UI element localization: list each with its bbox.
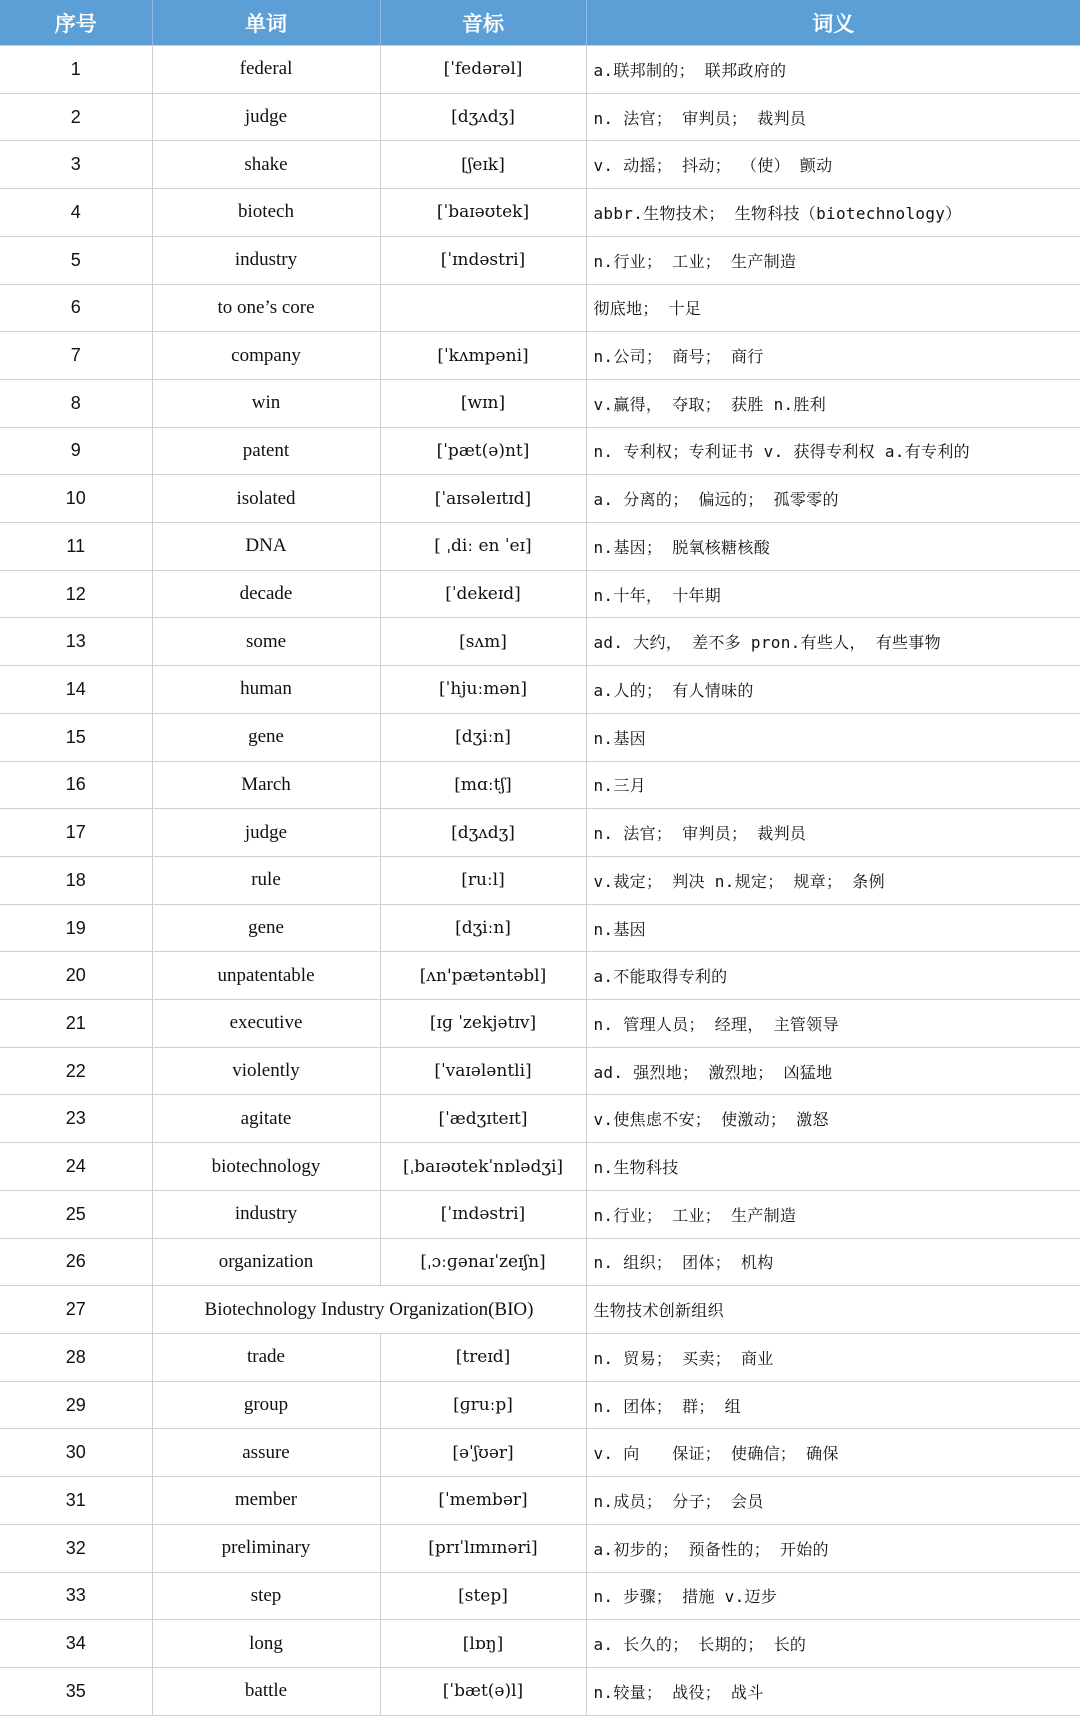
cell-phonetic: [ˈhjuːmən]	[380, 666, 586, 714]
cell-number: 28	[0, 1333, 152, 1381]
cell-number: 29	[0, 1381, 152, 1429]
cell-phonetic: [dʒiːn]	[380, 713, 586, 761]
cell-word: gene	[152, 904, 380, 952]
table-row	[0, 1429, 1080, 1477]
cell-definition: n.基因	[586, 904, 1080, 952]
table-body	[0, 46, 1080, 1716]
cell-phonetic: [ ˌdiː en ˈeɪ]	[380, 523, 586, 571]
cell-phonetic: [ˈdekeɪd]	[380, 570, 586, 618]
cell-word: some	[152, 618, 380, 666]
cell-definition: n. 管理人员； 经理， 主管领导	[586, 1000, 1080, 1048]
cell-definition: ad. 大约， 差不多 pron.有些人， 有些事物	[586, 618, 1080, 666]
cell-phonetic: [ɡruːp]	[380, 1381, 586, 1429]
table-row	[0, 1190, 1080, 1238]
cell-definition: a.不能取得专利的	[586, 952, 1080, 1000]
cell-definition: n.行业； 工业； 生产制造	[586, 236, 1080, 284]
cell-number: 31	[0, 1477, 152, 1525]
cell-phonetic: [ˈpæt(ə)nt]	[380, 427, 586, 475]
cell-word: agitate	[152, 1095, 380, 1143]
table-row	[0, 570, 1080, 618]
cell-number: 17	[0, 809, 152, 857]
cell-phonetic: [ˈkʌmpəni]	[380, 332, 586, 380]
table-row	[0, 1047, 1080, 1095]
cell-definition: n.公司； 商号； 商行	[586, 332, 1080, 380]
cell-definition: abbr.生物技术； 生物科技（biotechnology）	[586, 189, 1080, 237]
cell-phonetic: [lɒŋ]	[380, 1620, 586, 1668]
cell-word: biotechnology	[152, 1143, 380, 1191]
cell-phonetic: [ʃeɪk]	[380, 141, 586, 189]
cell-definition: a.初步的； 预备性的； 开始的	[586, 1524, 1080, 1572]
table-row	[0, 141, 1080, 189]
cell-word: organization	[152, 1238, 380, 1286]
cell-number: 18	[0, 856, 152, 904]
cell-definition: ad. 强烈地； 激烈地； 凶猛地	[586, 1047, 1080, 1095]
cell-number: 3	[0, 141, 152, 189]
cell-number: 35	[0, 1667, 152, 1715]
cell-word: DNA	[152, 523, 380, 571]
cell-number: 5	[0, 236, 152, 284]
table-row	[0, 1620, 1080, 1668]
cell-phonetic: [ˌbaɪəʊtekˈnɒlədʒi]	[380, 1143, 586, 1191]
cell-phonetic: [ˈbaɪəʊtek]	[380, 189, 586, 237]
cell-definition: n.较量； 战役； 战斗	[586, 1667, 1080, 1715]
table-row	[0, 93, 1080, 141]
cell-number: 32	[0, 1524, 152, 1572]
table-row	[0, 1286, 1080, 1334]
cell-phonetic: [sʌm]	[380, 618, 586, 666]
cell-word: trade	[152, 1333, 380, 1381]
cell-word: preliminary	[152, 1524, 380, 1572]
table-row	[0, 189, 1080, 237]
cell-phonetic: [wɪn]	[380, 379, 586, 427]
header-row	[0, 0, 1080, 46]
cell-number: 12	[0, 570, 152, 618]
cell-definition: v.裁定； 判决 n.规定； 规章； 条例	[586, 856, 1080, 904]
cell-number: 14	[0, 666, 152, 714]
cell-definition: n. 法官； 审判员； 裁判员	[586, 93, 1080, 141]
cell-word: win	[152, 379, 380, 427]
cell-phonetic: [dʒʌdʒ]	[380, 93, 586, 141]
cell-word: battle	[152, 1667, 380, 1715]
cell-number: 9	[0, 427, 152, 475]
table-row	[0, 523, 1080, 571]
table-row	[0, 1572, 1080, 1620]
cell-number: 1	[0, 46, 152, 94]
cell-definition: n.行业； 工业； 生产制造	[586, 1190, 1080, 1238]
cell-definition: v. 向 保证； 使确信； 确保	[586, 1429, 1080, 1477]
column-header-phonetic: 音标	[380, 0, 586, 46]
table-row	[0, 713, 1080, 761]
table-row	[0, 1381, 1080, 1429]
cell-phonetic: [əˈʃʊər]	[380, 1429, 586, 1477]
table-row	[0, 856, 1080, 904]
cell-number: 33	[0, 1572, 152, 1620]
cell-word: industry	[152, 1190, 380, 1238]
cell-definition: n.成员； 分子； 会员	[586, 1477, 1080, 1525]
cell-number: 24	[0, 1143, 152, 1191]
cell-phonetic: [ruːl]	[380, 856, 586, 904]
table-row	[0, 761, 1080, 809]
cell-word: violently	[152, 1047, 380, 1095]
cell-definition: n.基因	[586, 713, 1080, 761]
cell-number: 15	[0, 713, 152, 761]
cell-phonetic	[380, 284, 586, 332]
cell-number: 2	[0, 93, 152, 141]
cell-word: isolated	[152, 475, 380, 523]
cell-word: assure	[152, 1429, 380, 1477]
cell-definition: n. 法官； 审判员； 裁判员	[586, 809, 1080, 857]
cell-number: 19	[0, 904, 152, 952]
cell-word: group	[152, 1381, 380, 1429]
cell-number: 22	[0, 1047, 152, 1095]
cell-definition: a.人的； 有人情味的	[586, 666, 1080, 714]
cell-word: judge	[152, 93, 380, 141]
cell-definition: n. 贸易； 买卖； 商业	[586, 1333, 1080, 1381]
table-row	[0, 475, 1080, 523]
table-row	[0, 1524, 1080, 1572]
cell-phonetic: [ʌn'pætəntəbl]	[380, 952, 586, 1000]
cell-definition: v. 动摇； 抖动； （使） 颤动	[586, 141, 1080, 189]
cell-definition: a.联邦制的； 联邦政府的	[586, 46, 1080, 94]
cell-phonetic: [ˈmembər]	[380, 1477, 586, 1525]
cell-phonetic: [ˈædʒɪteɪt]	[380, 1095, 586, 1143]
cell-number: 34	[0, 1620, 152, 1668]
cell-definition: n.基因； 脱氧核糖核酸	[586, 523, 1080, 571]
cell-number: 25	[0, 1190, 152, 1238]
cell-number: 7	[0, 332, 152, 380]
cell-phonetic: [dʒʌdʒ]	[380, 809, 586, 857]
table-row	[0, 1095, 1080, 1143]
cell-word: patent	[152, 427, 380, 475]
cell-word: to one’s core	[152, 284, 380, 332]
cell-word: decade	[152, 570, 380, 618]
cell-definition: n. 步骤； 措施 v.迈步	[586, 1572, 1080, 1620]
cell-number: 13	[0, 618, 152, 666]
cell-definition: 彻底地； 十足	[586, 284, 1080, 332]
cell-definition: n. 团体； 群； 组	[586, 1381, 1080, 1429]
cell-word: rule	[152, 856, 380, 904]
table-row	[0, 904, 1080, 952]
cell-word: biotech	[152, 189, 380, 237]
table-row	[0, 1000, 1080, 1048]
cell-number: 27	[0, 1286, 152, 1334]
cell-number: 20	[0, 952, 152, 1000]
cell-word: human	[152, 666, 380, 714]
cell-phonetic: [ˈfedərəl]	[380, 46, 586, 94]
cell-number: 4	[0, 189, 152, 237]
cell-number: 10	[0, 475, 152, 523]
cell-phonetic: [ˈɪndəstri]	[380, 236, 586, 284]
cell-number: 6	[0, 284, 152, 332]
table-row	[0, 1477, 1080, 1525]
cell-number: 11	[0, 523, 152, 571]
cell-number: 23	[0, 1095, 152, 1143]
cell-word: judge	[152, 809, 380, 857]
cell-word: step	[152, 1572, 380, 1620]
cell-definition: n.生物科技	[586, 1143, 1080, 1191]
table-row	[0, 809, 1080, 857]
cell-number: 26	[0, 1238, 152, 1286]
cell-definition: v.使焦虑不安； 使激动； 激怒	[586, 1095, 1080, 1143]
cell-phonetic: [ˌɔːɡənaɪˈzeɪʃn]	[380, 1238, 586, 1286]
cell-word: shake	[152, 141, 380, 189]
cell-word: unpatentable	[152, 952, 380, 1000]
table-row	[0, 332, 1080, 380]
cell-definition: v.赢得， 夺取； 获胜 n.胜利	[586, 379, 1080, 427]
cell-definition: n. 专利权；专利证书 v. 获得专利权 a.有专利的	[586, 427, 1080, 475]
cell-definition: a. 分离的； 偏远的； 孤零零的	[586, 475, 1080, 523]
cell-phonetic: [treɪd]	[380, 1333, 586, 1381]
table-row	[0, 1667, 1080, 1715]
cell-word: gene	[152, 713, 380, 761]
cell-phonetic: [ˈvaɪələntli]	[380, 1047, 586, 1095]
cell-phonetic: [ˈaɪsəleɪtɪd]	[380, 475, 586, 523]
cell-phonetic: [prɪˈlɪmɪnəri]	[380, 1524, 586, 1572]
column-header-number: 序号	[0, 0, 152, 46]
cell-phonetic: [step]	[380, 1572, 586, 1620]
column-header-word: 单词	[152, 0, 380, 46]
table-row	[0, 1143, 1080, 1191]
table-row	[0, 427, 1080, 475]
cell-word: executive	[152, 1000, 380, 1048]
table-row	[0, 46, 1080, 94]
cell-phonetic: [ɪɡ ˈzekjətɪv]	[380, 1000, 586, 1048]
cell-phonetic: [mɑːtʃ]	[380, 761, 586, 809]
cell-definition: n. 组织； 团体； 机构	[586, 1238, 1080, 1286]
table-row	[0, 236, 1080, 284]
cell-definition: a. 长久的； 长期的； 长的	[586, 1620, 1080, 1668]
column-header-definition: 词义	[586, 0, 1080, 46]
cell-word: industry	[152, 236, 380, 284]
table-row	[0, 1333, 1080, 1381]
cell-number: 16	[0, 761, 152, 809]
cell-definition: 生物技术创新组织	[586, 1286, 1080, 1334]
cell-word: March	[152, 761, 380, 809]
table-row	[0, 1238, 1080, 1286]
table-row	[0, 666, 1080, 714]
cell-number: 30	[0, 1429, 152, 1477]
cell-word: federal	[152, 46, 380, 94]
cell-number: 21	[0, 1000, 152, 1048]
cell-phonetic: [ˈbæt(ə)l]	[380, 1667, 586, 1715]
cell-word: Biotechnology Industry Organization(BIO)	[152, 1286, 586, 1334]
table-row	[0, 284, 1080, 332]
table-row	[0, 952, 1080, 1000]
cell-word: member	[152, 1477, 380, 1525]
cell-number: 8	[0, 379, 152, 427]
cell-word: company	[152, 332, 380, 380]
cell-definition: n.三月	[586, 761, 1080, 809]
cell-word: long	[152, 1620, 380, 1668]
cell-phonetic: [dʒiːn]	[380, 904, 586, 952]
cell-definition: n.十年， 十年期	[586, 570, 1080, 618]
cell-phonetic: [ˈɪndəstri]	[380, 1190, 586, 1238]
table-row	[0, 618, 1080, 666]
table-row	[0, 379, 1080, 427]
